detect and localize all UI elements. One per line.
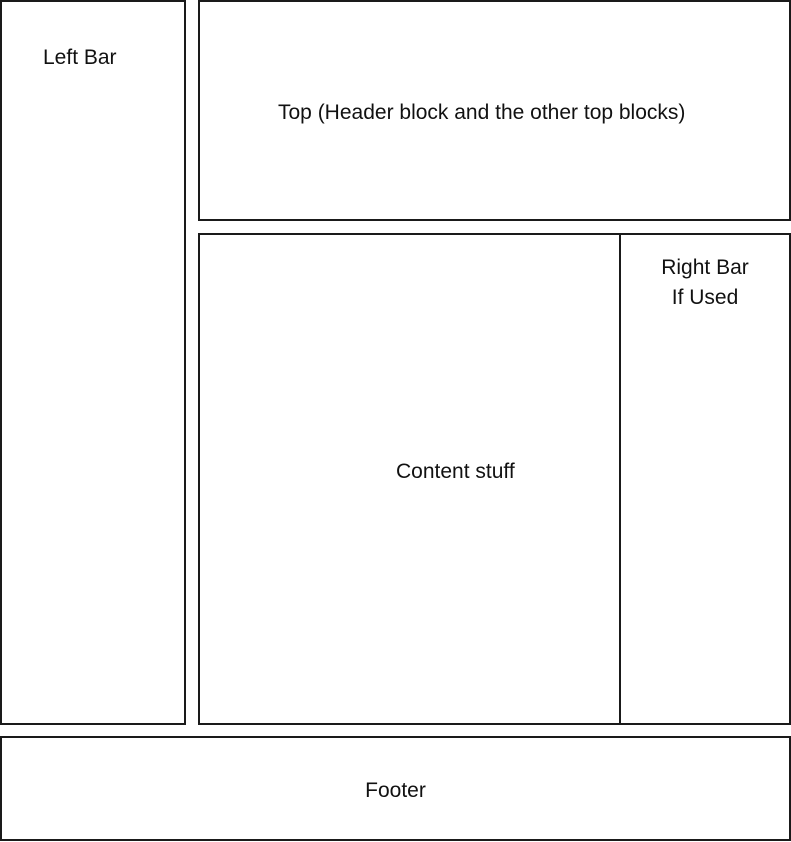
right-bar-label [621,253,789,313]
right-bar-label-line1: Right Bar [661,256,749,279]
footer-label: Footer [365,779,426,802]
content-region [198,233,621,725]
top-header-region [198,0,791,221]
right-bar-label-line2: If Used [671,286,739,309]
top-header-label: Top (Header block and the other top blocks) [278,101,686,124]
content-label: Content stuff [396,460,515,483]
right-bar-region [619,233,791,725]
left-bar-label: Left Bar [43,46,117,69]
left-bar-region [0,0,186,725]
footer-region [0,736,791,841]
